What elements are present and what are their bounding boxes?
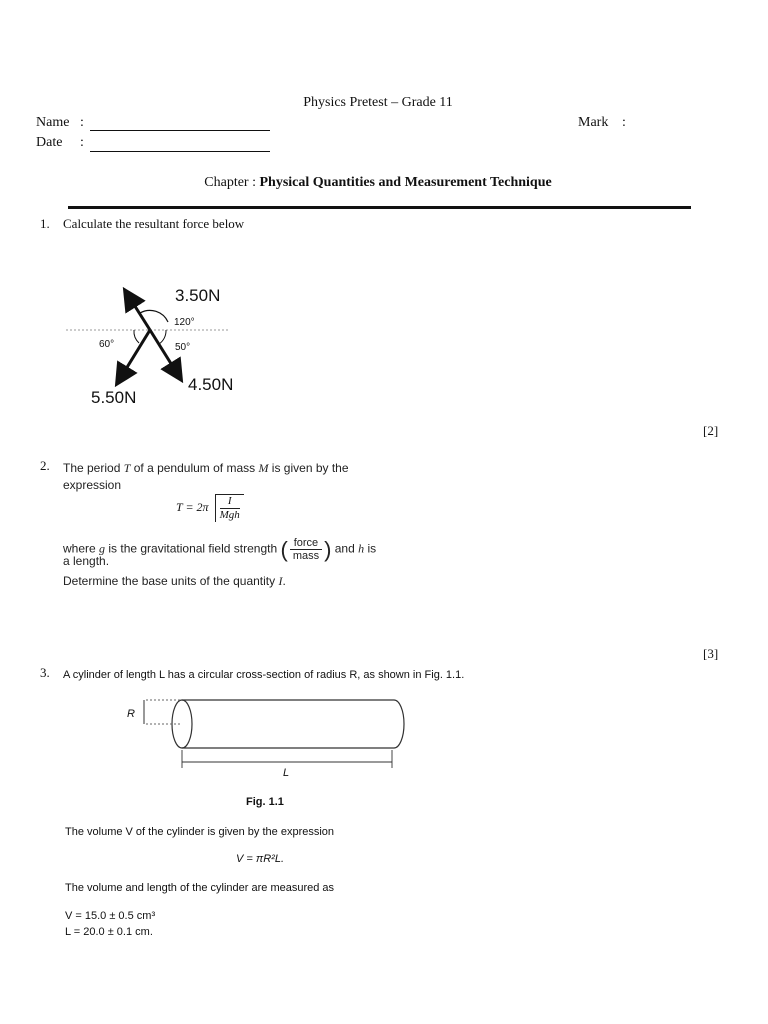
- formula-numerator: I: [220, 495, 240, 509]
- mark-colon: :: [622, 115, 626, 130]
- cylinder-diagram: [120, 695, 420, 780]
- q3-volume-text: The volume V of the cylinder is given by the expression: [65, 826, 335, 838]
- name-field[interactable]: [90, 116, 270, 131]
- q3-measure-V: V = 15.0 ± 0.5 cm³: [65, 910, 156, 922]
- q2-number: 2.: [40, 458, 50, 473]
- q1-force-diagram: [60, 280, 260, 410]
- sqrt-radical: [215, 494, 244, 522]
- q2-line-3: where g is the gravitational field strength ( $\frac{\text{force}}{\text{mass}}$ ) and h is: [63, 537, 377, 562]
- name-colon: :: [80, 115, 84, 130]
- fig-caption: Fig. 1.1: [246, 796, 284, 808]
- var-h: h: [358, 541, 365, 556]
- q3-formula: V = πR²L.: [236, 853, 285, 865]
- q2-line-4: a length.: [63, 554, 110, 568]
- label-L: L: [283, 767, 290, 779]
- label-angle-top: 120°: [174, 317, 195, 328]
- q1-number: 1.: [40, 216, 50, 231]
- label-angle-right: 50°: [175, 342, 191, 353]
- q2-line-1: The period T of a pendulum of mass M is given by the: [63, 461, 349, 475]
- q2-body: [63, 460, 403, 494]
- label-angle-left: 60°: [99, 339, 115, 350]
- angle-arc-left: [134, 330, 139, 343]
- cylinder-body: [182, 700, 404, 748]
- formula-denominator: Mgh: [219, 509, 240, 521]
- name-label: Name: [36, 115, 70, 130]
- chapter-title: Physical Quantities and Measurement Technique: [259, 175, 552, 190]
- q1-text: Calculate the resultant force below: [63, 216, 245, 231]
- date-colon: :: [80, 135, 84, 150]
- label-R: R: [127, 708, 135, 720]
- date-field[interactable]: [90, 137, 270, 152]
- q3-intro: A cylinder of length L has a circular cross-section of radius R, as shown in Fig. 1.1.: [63, 669, 465, 681]
- formula-lhs: T = 2π: [176, 499, 209, 514]
- label-force-top: 3.50N: [175, 286, 221, 305]
- chapter-heading: [0, 175, 756, 191]
- date-label: Date: [36, 135, 63, 150]
- q2-formula: [176, 494, 244, 522]
- var-M: M: [258, 461, 269, 475]
- var-g: g: [99, 541, 106, 556]
- q2-line-5: Determine the base units of the quantity I.: [63, 574, 286, 588]
- var-I: I: [278, 574, 283, 588]
- mark-label: Mark: [578, 115, 609, 130]
- label-force-left: 5.50N: [91, 388, 137, 407]
- heading-divider: [68, 206, 691, 209]
- q2-marks: [3]: [703, 646, 719, 661]
- chapter-prefix: Chapter :: [204, 175, 260, 190]
- q3-number: 3.: [40, 665, 50, 680]
- q3-measured-text: The volume and length of the cylinder are measured as: [65, 882, 335, 894]
- q1-marks: [2]: [703, 423, 719, 438]
- label-force-right: 4.50N: [188, 375, 234, 394]
- q2-line-2: expression: [63, 478, 122, 492]
- var-T: T: [123, 461, 131, 475]
- angle-arc-right: [159, 330, 166, 344]
- force-arrow-left: [118, 330, 150, 382]
- force-mass-fraction: $\frac{\text{force}}{\text{mass}}$: [290, 537, 322, 562]
- page-title: Physics Pretest – Grade 11: [303, 95, 453, 110]
- q3-measure-L: L = 20.0 ± 0.1 cm.: [65, 926, 153, 938]
